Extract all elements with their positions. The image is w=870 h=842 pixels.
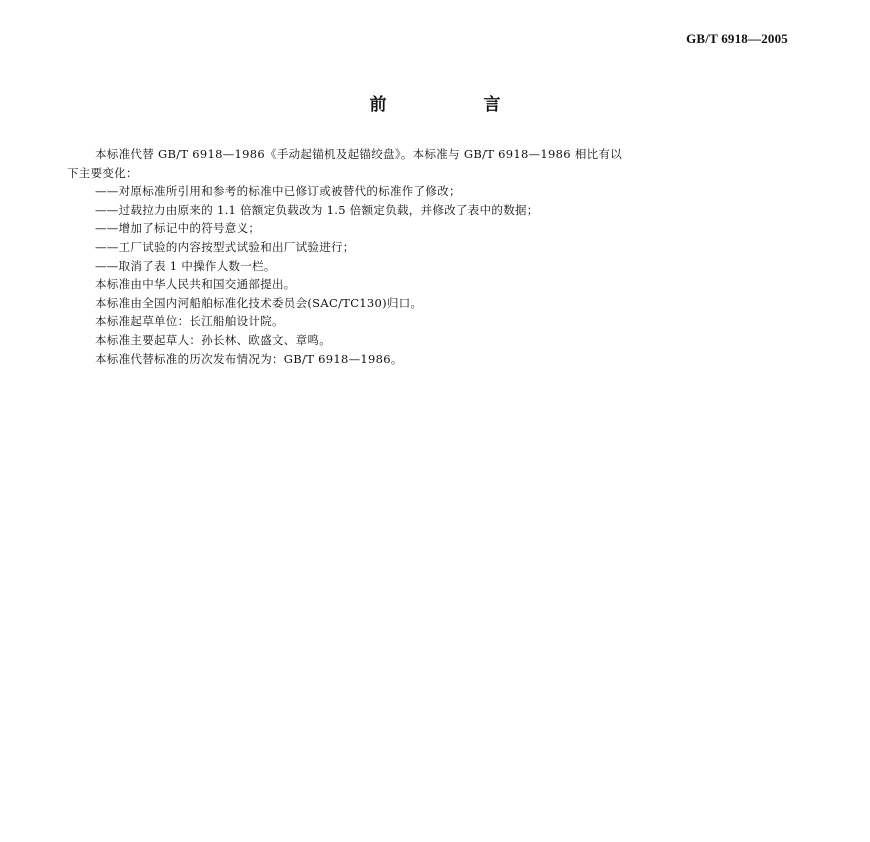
list-item: ——对原标准所引用和参考的标准中已修订或被替代的标准作了修改； [95, 184, 461, 199]
paragraph-line: 下主要变化： [67, 165, 138, 180]
list-item: ——工厂试验的内容按型式试验和出厂试验进行； [95, 239, 355, 254]
foreword-body [67, 145, 795, 368]
list-item: ——增加了标记中的符号意义； [95, 221, 261, 236]
paragraph-line: 本标准起草单位：长江船舶设计院。 [95, 314, 284, 329]
paragraph-line: 本标准代替标准的历次发布情况为：GB/T 6918—1986。 [95, 351, 403, 366]
list-item: ——取消了表 1 中操作人数一栏。 [95, 258, 276, 273]
paragraph-line: 本标准由全国内河船舶标准化技术委员会(SAC/TC130)归口。 [95, 295, 423, 310]
paragraph-line: 本标准代替 GB/T 6918—1986《手动起锚机及起锚绞盘》。本标准与 GB/T 6918—1986 相比有以 [95, 147, 623, 161]
paragraph-line: 本标准主要起草人：孙长林、欧盛文、章鸣。 [95, 332, 331, 347]
page-title: 前 言 [369, 95, 541, 115]
list-item: ——过载拉力由原来的 1.1 倍额定负载改为 1.5 倍额定负载，并修改了表中的数据； [95, 202, 539, 217]
standard-code: GB/T 6918—2005 [686, 31, 788, 46]
paragraph-line: 本标准由中华人民共和国交通部提出。 [95, 277, 296, 292]
